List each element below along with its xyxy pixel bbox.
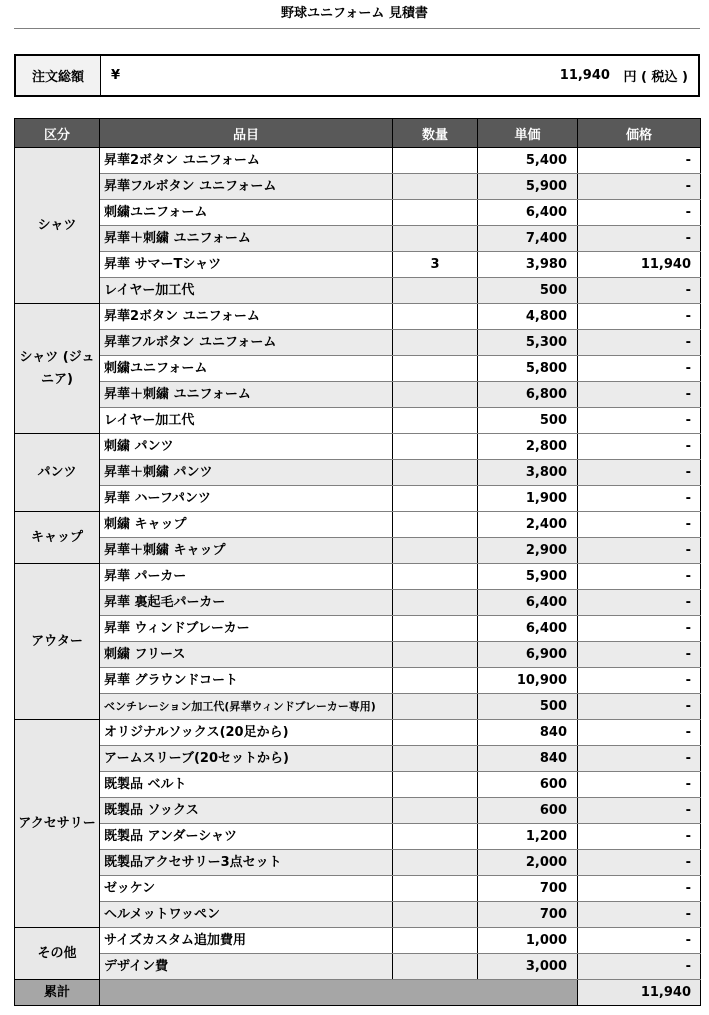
quantity-cell[interactable] — [393, 512, 478, 538]
table-row — [15, 720, 701, 746]
table-row — [15, 200, 701, 226]
item-name-cell: オリジナルソックス(20足から) — [100, 720, 393, 746]
item-name-cell: 昇華 ウィンドブレーカー — [100, 616, 393, 642]
price-cell: - — [578, 382, 701, 408]
header-item: 品目 — [100, 119, 393, 148]
unit-price-cell: 3,000 — [478, 954, 578, 980]
quantity-cell[interactable] — [393, 148, 478, 174]
category-cell: パンツ — [15, 434, 100, 512]
item-name-cell: 刺繍ユニフォーム — [100, 356, 393, 382]
order-total-amount-cell — [151, 56, 698, 95]
header-category: 区分 — [15, 119, 100, 148]
item-name-cell: 昇華2ボタン ユニフォーム — [100, 304, 393, 330]
unit-price-cell: 10,900 — [478, 668, 578, 694]
item-name-cell: 昇華フルボタン ユニフォーム — [100, 330, 393, 356]
quantity-cell[interactable] — [393, 746, 478, 772]
table-row — [15, 512, 701, 538]
item-name-cell: 昇華＋刺繍 パンツ — [100, 460, 393, 486]
quantity-cell[interactable] — [393, 590, 478, 616]
summary-label: 累計 — [15, 980, 100, 1006]
quantity-cell[interactable] — [393, 330, 478, 356]
price-cell: - — [578, 954, 701, 980]
item-name-cell: 昇華 サマーTシャツ — [100, 252, 393, 278]
unit-price-cell: 500 — [478, 278, 578, 304]
quantity-cell[interactable] — [393, 850, 478, 876]
unit-price-cell: 700 — [478, 876, 578, 902]
unit-price-cell: 5,900 — [478, 564, 578, 590]
quantity-cell[interactable]: 3 — [393, 252, 478, 278]
quantity-cell[interactable] — [393, 824, 478, 850]
table-row — [15, 772, 701, 798]
summary-price: 11,940 — [578, 980, 701, 1006]
table-row — [15, 148, 701, 174]
price-cell: - — [578, 642, 701, 668]
category-cell: アウター — [15, 564, 100, 720]
item-name-cell: サイズカスタム追加費用 — [100, 928, 393, 954]
item-name-cell: 昇華＋刺繍 ユニフォーム — [100, 382, 393, 408]
item-name-cell: ゼッケン — [100, 876, 393, 902]
item-name-cell: 昇華2ボタン ユニフォーム — [100, 148, 393, 174]
unit-price-cell: 6,900 — [478, 642, 578, 668]
price-cell: - — [578, 616, 701, 642]
category-cell: シャツ (ジュニア) — [15, 304, 100, 434]
quantity-cell[interactable] — [393, 720, 478, 746]
unit-price-cell: 5,300 — [478, 330, 578, 356]
price-cell: - — [578, 720, 701, 746]
item-name-cell: 既製品 ソックス — [100, 798, 393, 824]
table-row — [15, 408, 701, 434]
quantity-cell[interactable] — [393, 226, 478, 252]
quantity-cell[interactable] — [393, 954, 478, 980]
price-cell: - — [578, 590, 701, 616]
table-row — [15, 616, 701, 642]
item-name-cell: レイヤー加工代 — [100, 408, 393, 434]
price-cell: - — [578, 330, 701, 356]
quantity-cell[interactable] — [393, 902, 478, 928]
item-name-cell: 昇華 裏起毛パーカー — [100, 590, 393, 616]
quantity-cell[interactable] — [393, 486, 478, 512]
table-row — [15, 954, 701, 980]
table-row — [15, 434, 701, 460]
unit-price-cell: 1,200 — [478, 824, 578, 850]
table-row — [15, 356, 701, 382]
item-name-cell — [100, 694, 393, 720]
quantity-cell[interactable] — [393, 174, 478, 200]
order-total-box — [14, 54, 700, 97]
item-name-cell: 昇華 ハーフパンツ — [100, 486, 393, 512]
price-cell: - — [578, 434, 701, 460]
quantity-cell[interactable] — [393, 304, 478, 330]
category-cell: その他 — [15, 928, 100, 980]
quantity-cell[interactable] — [393, 434, 478, 460]
unit-price-cell: 5,400 — [478, 148, 578, 174]
unit-price-cell: 6,400 — [478, 200, 578, 226]
table-row — [15, 382, 701, 408]
price-cell: - — [578, 798, 701, 824]
table-row — [15, 564, 701, 590]
header-price: 価格 — [578, 119, 701, 148]
price-cell: - — [578, 408, 701, 434]
quantity-cell[interactable] — [393, 564, 478, 590]
price-cell: - — [578, 174, 701, 200]
table-row — [15, 902, 701, 928]
header-unit-price: 単価 — [478, 119, 578, 148]
unit-price-cell: 1,000 — [478, 928, 578, 954]
price-cell: - — [578, 850, 701, 876]
unit-price-cell: 2,000 — [478, 850, 578, 876]
summary-row — [15, 980, 701, 1006]
item-name-cell: 既製品アクセサリー3点セット — [100, 850, 393, 876]
price-cell: - — [578, 902, 701, 928]
quantity-cell[interactable] — [393, 382, 478, 408]
table-row — [15, 174, 701, 200]
table-row — [15, 928, 701, 954]
unit-price-cell: 2,900 — [478, 538, 578, 564]
unit-price-cell: 600 — [478, 772, 578, 798]
price-cell: - — [578, 538, 701, 564]
unit-price-cell: 6,400 — [478, 616, 578, 642]
table-row — [15, 798, 701, 824]
table-row — [15, 746, 701, 772]
unit-price-cell: 500 — [478, 694, 578, 720]
unit-price-cell: 3,800 — [478, 460, 578, 486]
table-row — [15, 590, 701, 616]
quantity-cell[interactable] — [393, 356, 478, 382]
order-total-currency: ¥ — [111, 68, 121, 83]
unit-price-cell: 4,800 — [478, 304, 578, 330]
header-quantity: 数量 — [393, 119, 478, 148]
quantity-cell[interactable] — [393, 642, 478, 668]
unit-price-cell: 5,800 — [478, 356, 578, 382]
quantity-cell[interactable] — [393, 538, 478, 564]
item-name-cell: レイヤー加工代 — [100, 278, 393, 304]
quantity-cell[interactable] — [393, 772, 478, 798]
table-row — [15, 538, 701, 564]
summary-spacer — [100, 980, 578, 1006]
unit-price-cell: 840 — [478, 720, 578, 746]
unit-price-cell: 500 — [478, 408, 578, 434]
item-name-cell: 刺繍 キャップ — [100, 512, 393, 538]
quantity-cell[interactable] — [393, 408, 478, 434]
price-cell: - — [578, 564, 701, 590]
unit-price-cell: 6,800 — [478, 382, 578, 408]
item-name-cell: 刺繍ユニフォーム — [100, 200, 393, 226]
table-row — [15, 252, 701, 278]
item-name-cell: 既製品 ベルト — [100, 772, 393, 798]
estimate-table — [14, 118, 701, 1006]
category-cell: キャップ — [15, 512, 100, 564]
table-row — [15, 460, 701, 486]
item-name-cell: 昇華 パーカー — [100, 564, 393, 590]
quantity-cell[interactable] — [393, 460, 478, 486]
table-row — [15, 226, 701, 252]
price-cell: - — [578, 304, 701, 330]
order-total-suffix: 円 ( 税込 ) — [623, 70, 688, 85]
quantity-cell[interactable] — [393, 928, 478, 954]
item-name-cell: ヘルメットワッペン — [100, 902, 393, 928]
quantity-cell[interactable] — [393, 616, 478, 642]
unit-price-cell: 3,980 — [478, 252, 578, 278]
price-cell: - — [578, 512, 701, 538]
category-cell: アクセサリー — [15, 720, 100, 928]
order-total-label: 注文総額 — [16, 56, 101, 95]
price-cell: - — [578, 876, 701, 902]
unit-price-cell: 6,400 — [478, 590, 578, 616]
table-row — [15, 304, 701, 330]
table-row — [15, 850, 701, 876]
price-cell: - — [578, 278, 701, 304]
unit-price-cell: 700 — [478, 902, 578, 928]
unit-price-cell: 7,400 — [478, 226, 578, 252]
price-cell: - — [578, 694, 701, 720]
quantity-cell[interactable] — [393, 876, 478, 902]
unit-price-cell: 2,400 — [478, 512, 578, 538]
item-name-cell: 刺繍 パンツ — [100, 434, 393, 460]
unit-price-cell: 1,900 — [478, 486, 578, 512]
item-name-cell: 昇華＋刺繍 ユニフォーム — [100, 226, 393, 252]
table-row — [15, 330, 701, 356]
unit-price-cell: 2,800 — [478, 434, 578, 460]
price-cell: - — [578, 486, 701, 512]
unit-price-cell: 840 — [478, 746, 578, 772]
price-cell: - — [578, 460, 701, 486]
quantity-cell[interactable] — [393, 798, 478, 824]
page-title: 野球ユニフォーム 見積書 — [281, 6, 428, 21]
price-cell: - — [578, 928, 701, 954]
price-cell: 11,940 — [578, 252, 701, 278]
quantity-cell[interactable] — [393, 694, 478, 720]
table-header-row — [15, 119, 701, 148]
item-name-text: ベンチレーション加工代(昇華ウィンドブレーカー専用) — [104, 699, 376, 713]
table-row — [15, 486, 701, 512]
quantity-cell[interactable] — [393, 668, 478, 694]
table-row — [15, 824, 701, 850]
price-cell: - — [578, 824, 701, 850]
category-cell: シャツ — [15, 148, 100, 304]
price-cell: - — [578, 200, 701, 226]
table-row — [15, 642, 701, 668]
item-name-cell: 昇華フルボタン ユニフォーム — [100, 174, 393, 200]
item-name-cell: 昇華 グラウンドコート — [100, 668, 393, 694]
price-cell: - — [578, 668, 701, 694]
item-name-cell: アームスリーブ(20セットから) — [100, 746, 393, 772]
item-name-cell: 既製品 アンダーシャツ — [100, 824, 393, 850]
price-cell: - — [578, 772, 701, 798]
item-name-cell: 刺繍 フリース — [100, 642, 393, 668]
price-cell: - — [578, 356, 701, 382]
price-cell: - — [578, 226, 701, 252]
table-body — [15, 148, 701, 980]
table-row — [15, 876, 701, 902]
title-divider — [14, 28, 700, 29]
item-name-cell: デザイン費 — [100, 954, 393, 980]
price-cell: - — [578, 746, 701, 772]
unit-price-cell: 5,900 — [478, 174, 578, 200]
table-row — [15, 694, 701, 720]
quantity-cell[interactable] — [393, 200, 478, 226]
item-name-cell: 昇華＋刺繍 キャップ — [100, 538, 393, 564]
order-total-amount: 11,940 — [559, 68, 610, 83]
price-cell: - — [578, 148, 701, 174]
quantity-cell[interactable] — [393, 278, 478, 304]
table-row — [15, 278, 701, 304]
table-row — [15, 668, 701, 694]
unit-price-cell: 600 — [478, 798, 578, 824]
